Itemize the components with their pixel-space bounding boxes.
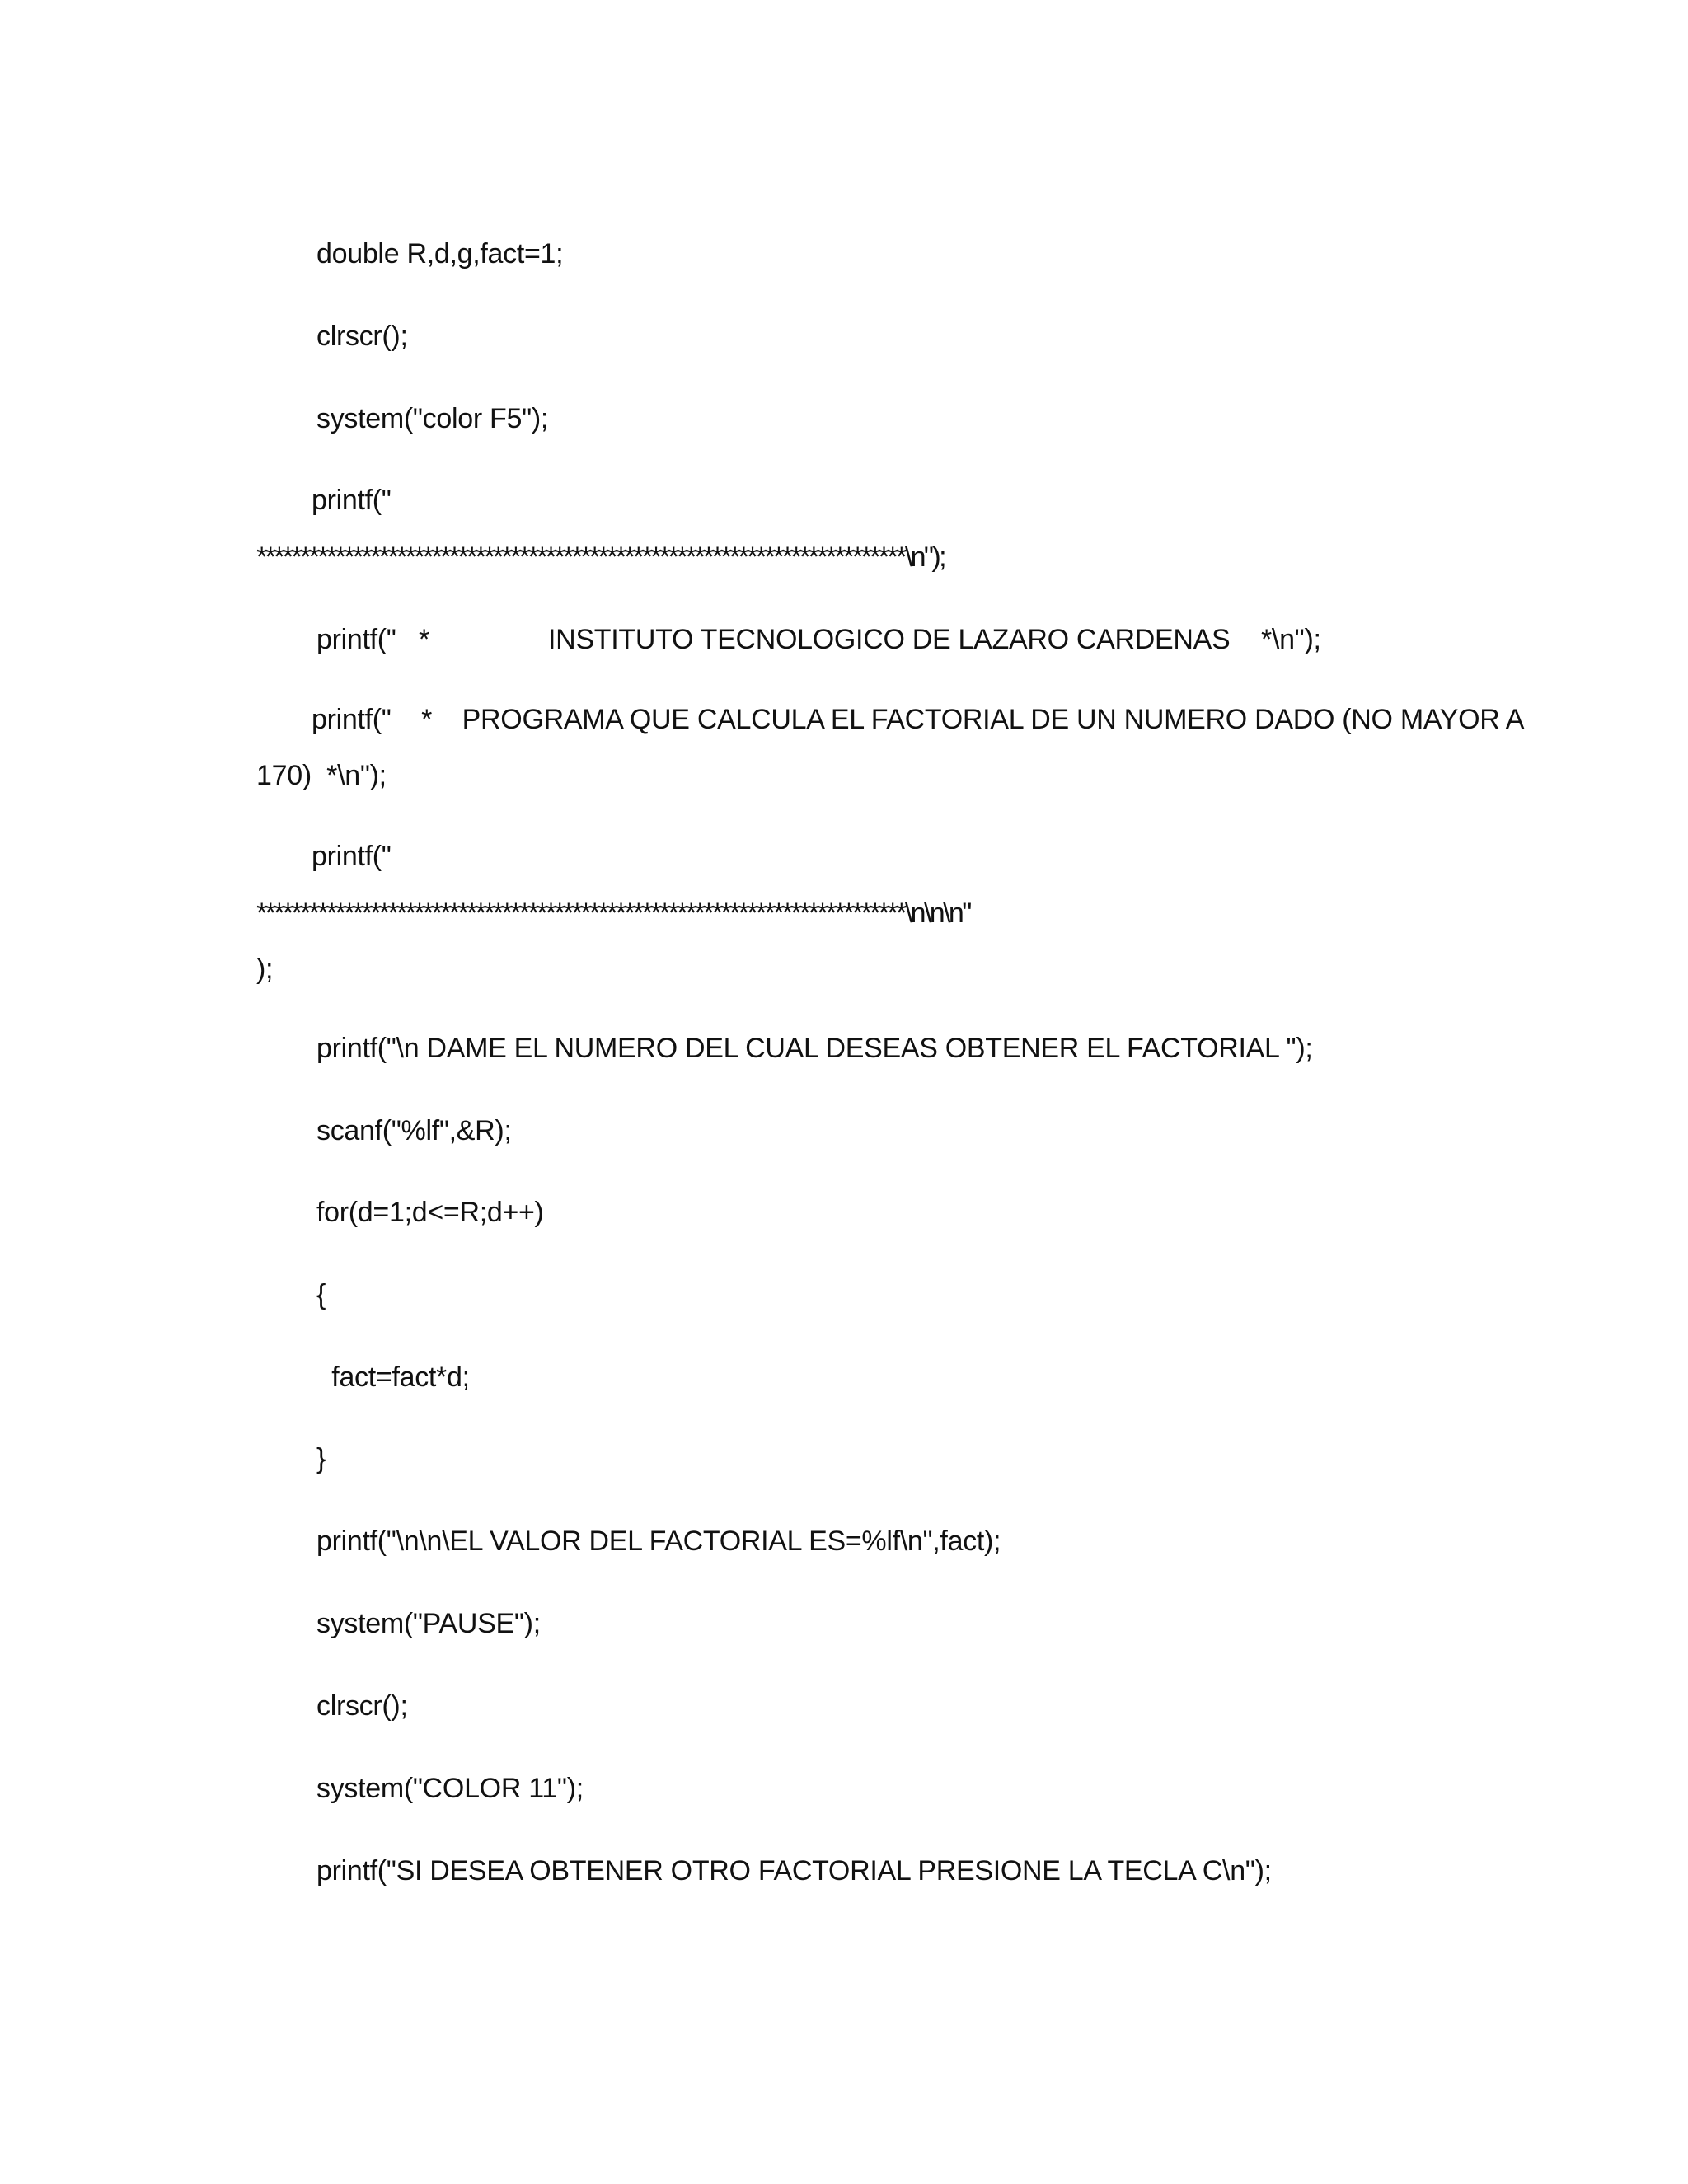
code-line: );: [256, 954, 274, 985]
code-line: *\n");: [1261, 624, 1321, 655]
code-line: printf(": [312, 841, 392, 872]
code-line: {: [316, 1279, 326, 1310]
code-line: system("PAUSE");: [316, 1608, 541, 1639]
code-line: clrscr();: [316, 1690, 408, 1722]
code-line: system("color F5");: [316, 403, 549, 434]
code-line: printf(" *: [316, 624, 429, 655]
code-line: printf("\n DAME EL NUMERO DEL CUAL DESEAS OBTENER EL FACTORIAL ");: [316, 1033, 1313, 1064]
code-line: printf(" * PROGRAMA QUE CALCULA EL FACTORIAL DE UN NUMERO DADO (NO MAYOR A: [312, 704, 1525, 735]
code-line: }: [316, 1443, 326, 1474]
code-line: fact=fact*d;: [316, 1361, 470, 1393]
code-line: printf("\n\n\EL VALOR DEL FACTORIAL ES=%lf\n",fact);: [316, 1526, 1001, 1557]
code-line: scanf("%lf",&R);: [316, 1115, 512, 1146]
code-line: printf(": [312, 485, 392, 516]
code-line: **************************************************************************\n\n\n": [256, 898, 970, 929]
code-line: system("COLOR 11");: [316, 1773, 584, 1804]
code-line: double R,d,g,fact=1;: [316, 238, 564, 269]
code-line: 170) *\n");: [256, 760, 387, 791]
code-line: for(d=1;d<=R;d++): [316, 1197, 544, 1228]
code-line: **************************************************************************\n");: [256, 541, 945, 573]
code-line: clrscr();: [316, 321, 408, 352]
code-line: printf("SI DESEA OBTENER OTRO FACTORIAL PRESIONE LA TECLA C\n");: [316, 1855, 1272, 1886]
code-line: INSTITUTO TECNOLOGICO DE LAZARO CARDENAS: [548, 624, 1231, 655]
